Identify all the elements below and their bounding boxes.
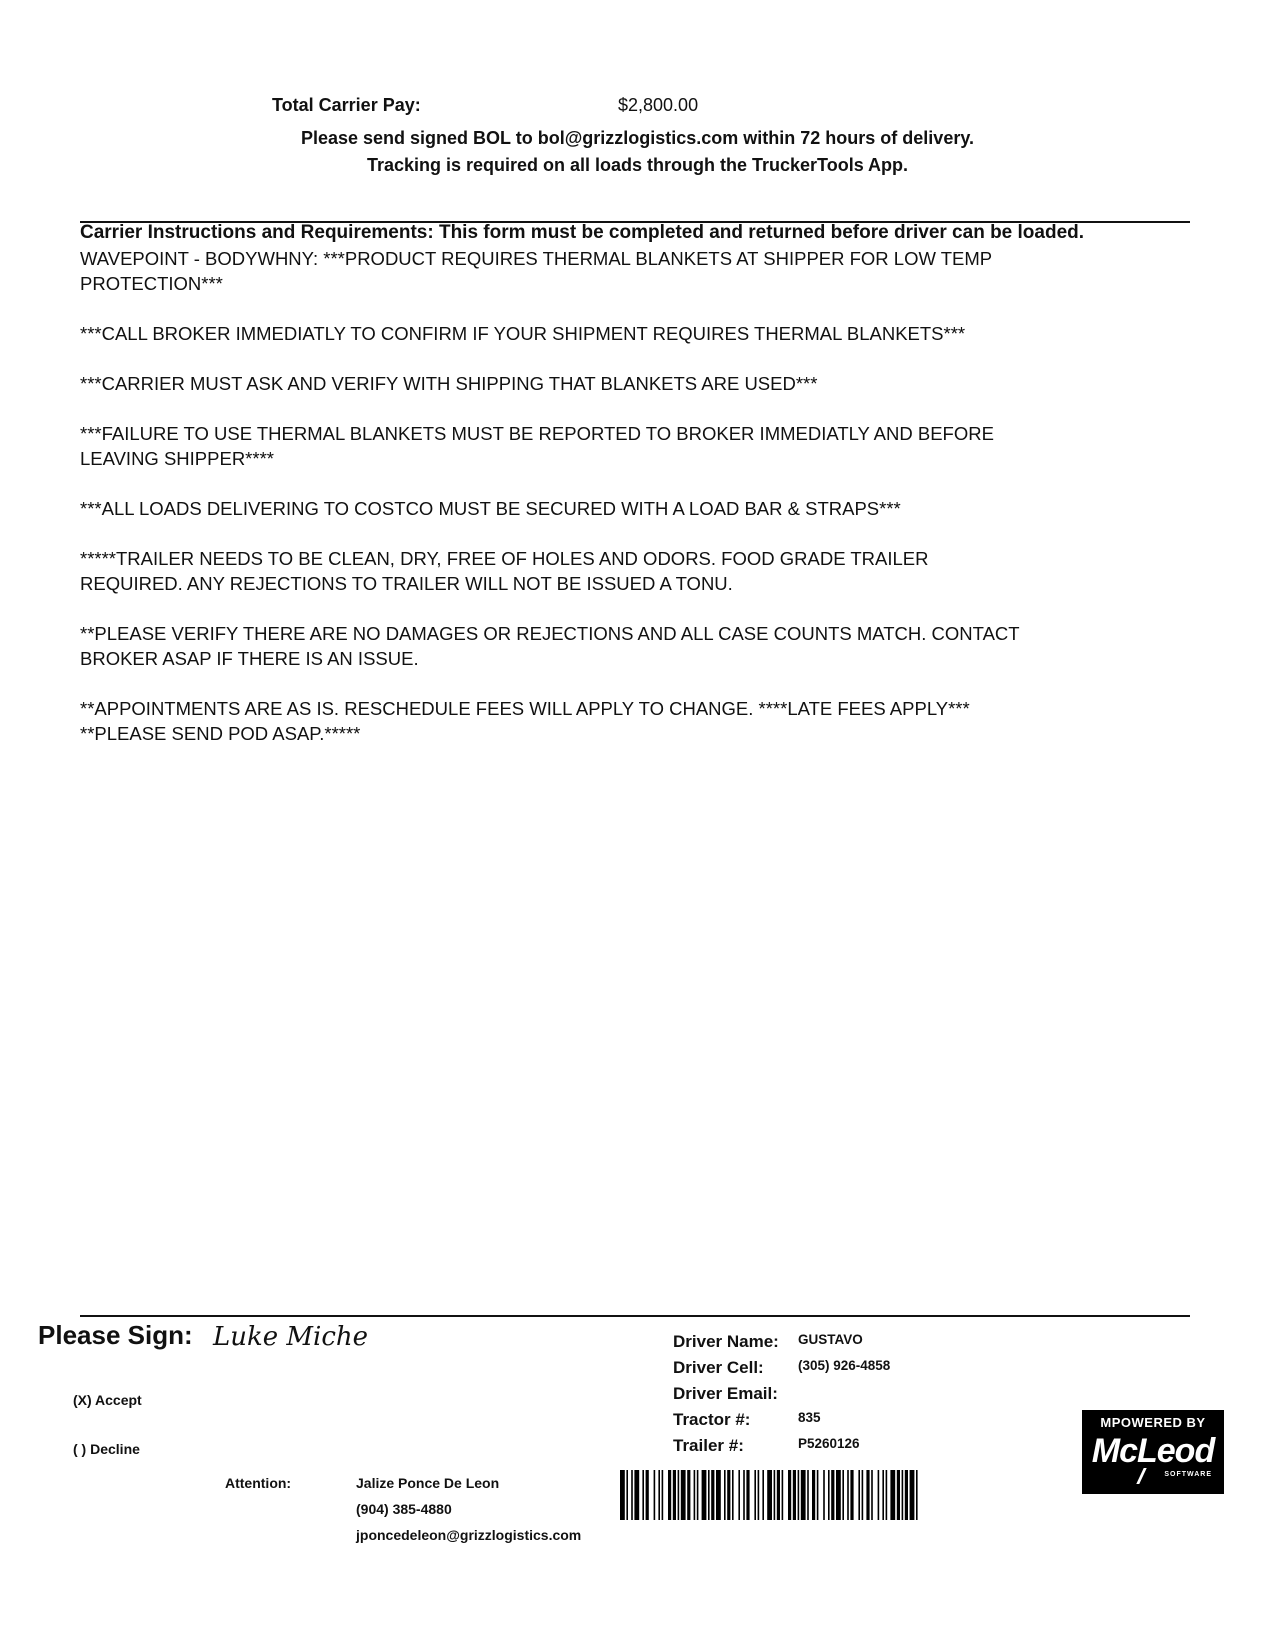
barcode-bar bbox=[871, 1470, 873, 1520]
instruction-line: REQUIRED. ANY REJECTIONS TO TRAILER WILL NOT BE ISSUED A TONU. bbox=[80, 573, 733, 594]
barcode-bar bbox=[897, 1470, 900, 1520]
barcode-bar bbox=[678, 1470, 680, 1520]
paragraph-gap bbox=[80, 471, 1190, 496]
barcode-bar bbox=[762, 1470, 764, 1520]
tractor-number-value: 835 bbox=[798, 1410, 821, 1425]
barcode-bar bbox=[807, 1470, 809, 1520]
total-carrier-pay-label: Total Carrier Pay: bbox=[272, 95, 421, 115]
barcode-bar bbox=[878, 1470, 880, 1520]
barcode-bar bbox=[798, 1470, 800, 1520]
barcode-bar bbox=[711, 1470, 714, 1520]
barcode-bar bbox=[687, 1470, 690, 1520]
total-carrier-pay-value: $2,800.00 bbox=[618, 95, 699, 115]
barcode-bar bbox=[738, 1470, 740, 1520]
paragraph-gap bbox=[80, 396, 1190, 421]
barcode-bar bbox=[631, 1470, 633, 1520]
barcode-bar bbox=[697, 1470, 699, 1520]
mcleod-logo bbox=[1082, 1410, 1224, 1494]
barcode-bar bbox=[743, 1470, 745, 1520]
barcode-bar bbox=[620, 1470, 625, 1520]
paragraph-gap bbox=[80, 671, 1190, 696]
barcode-bar bbox=[702, 1470, 707, 1520]
barcode-bar bbox=[774, 1470, 776, 1520]
barcode-bar bbox=[801, 1470, 806, 1520]
barcode-bar bbox=[708, 1470, 710, 1520]
barcode-bar bbox=[668, 1470, 671, 1520]
barcode-bar bbox=[828, 1470, 830, 1520]
logo-powered-by-text: MPOWERED BY bbox=[1100, 1415, 1206, 1430]
signature-divider bbox=[80, 1315, 1190, 1317]
barcode-bar bbox=[634, 1470, 639, 1520]
barcode-bar bbox=[724, 1470, 726, 1520]
barcode-bar bbox=[858, 1470, 860, 1520]
barcode-bar bbox=[836, 1470, 841, 1520]
barcode-bar bbox=[910, 1470, 915, 1520]
instruction-line: ***CARRIER MUST ASK AND VERIFY WITH SHIPPING THAT BLANKETS ARE USED*** bbox=[80, 373, 818, 394]
barcode-bar bbox=[654, 1470, 656, 1520]
barcode-bar bbox=[890, 1470, 895, 1520]
barcode-bar bbox=[866, 1470, 869, 1520]
barcode-bar bbox=[886, 1470, 888, 1520]
signature-field[interactable]: Luke Miche bbox=[213, 1322, 369, 1352]
attention-name: Jalize Ponce De Leon bbox=[356, 1475, 500, 1491]
trailer-number-label: Trailer #: bbox=[673, 1436, 744, 1455]
barcode-bar bbox=[716, 1470, 721, 1520]
tracking-notice: Tracking is required on all loads through the TruckerTools App. bbox=[366, 155, 909, 175]
barcode-bar bbox=[882, 1470, 884, 1520]
paragraph-gap bbox=[80, 296, 1190, 321]
barcode-bar bbox=[681, 1470, 686, 1520]
driver-cell-label: Driver Cell: bbox=[673, 1358, 764, 1377]
barcode-bar bbox=[626, 1470, 628, 1520]
barcode-bar bbox=[905, 1470, 908, 1520]
barcode-bar bbox=[754, 1470, 756, 1520]
instruction-line: PROTECTION*** bbox=[80, 273, 223, 294]
instruction-line: **APPOINTMENTS ARE AS IS. RESCHEDULE FEES WILL APPLY TO CHANGE. ****LATE FEES APPLY*** bbox=[80, 698, 970, 719]
barcode-bar bbox=[658, 1470, 660, 1520]
paragraph-gap bbox=[80, 346, 1190, 371]
instruction-line: ***FAILURE TO USE THERMAL BLANKETS MUST BE REPORTED TO BROKER IMMEDIATLY AND BEFORE bbox=[80, 423, 994, 444]
instruction-line: LEAVING SHIPPER**** bbox=[80, 448, 274, 469]
barcode-bar bbox=[673, 1470, 676, 1520]
barcode-bar bbox=[812, 1470, 815, 1520]
barcode-bar bbox=[777, 1470, 780, 1520]
instruction-line: **PLEASE VERIFY THERE ARE NO DAMAGES OR REJECTIONS AND ALL CASE COUNTS MATCH. CONTACT bbox=[80, 623, 1020, 644]
tractor-number-label: Tractor #: bbox=[673, 1410, 751, 1429]
instructions-heading: Carrier Instructions and Requirements: This form must be completed and returned before driver can be loaded. bbox=[80, 222, 1085, 243]
barcode-bar bbox=[793, 1470, 796, 1520]
barcode-bar bbox=[831, 1470, 834, 1520]
logo-software-text: SOFTWARE bbox=[1164, 1471, 1212, 1478]
driver-name-value: GUSTAVO bbox=[798, 1332, 863, 1347]
instruction-line: WAVEPOINT - BODYWHNY: ***PRODUCT REQUIRES THERMAL BLANKETS AT SHIPPER FOR LOW TEMP bbox=[80, 248, 993, 269]
instruction-line: ***CALL BROKER IMMEDIATLY TO CONFIRM IF YOUR SHIPMENT REQUIRES THERMAL BLANKETS*** bbox=[80, 323, 966, 344]
trailer-number-value: P5260126 bbox=[798, 1436, 860, 1451]
bol-notice: Please send signed BOL to bol@grizzlogistics.com within 72 hours of delivery. bbox=[300, 128, 975, 148]
attention-phone: (904) 385-4880 bbox=[356, 1501, 452, 1517]
attention-label: Attention: bbox=[225, 1475, 292, 1491]
driver-name-label: Driver Name: bbox=[673, 1332, 779, 1351]
barcode-bar bbox=[788, 1470, 791, 1520]
barcode-bar bbox=[916, 1470, 918, 1520]
barcode-image bbox=[620, 1470, 1090, 1520]
attention-email: jponcedeleon@grizzlogistics.com bbox=[356, 1527, 582, 1543]
instruction-line: *****TRAILER NEEDS TO BE CLEAN, DRY, FREE OF HOLES AND ODORS. FOOD GRADE TRAILER bbox=[80, 548, 929, 569]
barcode-bar bbox=[817, 1470, 819, 1520]
barcode-bar bbox=[642, 1470, 644, 1520]
barcode-bar bbox=[902, 1470, 904, 1520]
instructions-body bbox=[80, 246, 1190, 746]
barcode-bar bbox=[862, 1470, 864, 1520]
driver-email-label: Driver Email: bbox=[673, 1384, 778, 1403]
instruction-line: ***ALL LOADS DELIVERING TO COSTCO MUST BE SECURED WITH A LOAD BAR & STRAPS*** bbox=[80, 498, 901, 519]
please-sign-label: Please Sign: bbox=[38, 1320, 193, 1350]
barcode-bar bbox=[646, 1470, 649, 1520]
logo-brand-text: McLeod bbox=[1091, 1432, 1215, 1470]
barcode-bar bbox=[732, 1470, 734, 1520]
barcode-bar bbox=[847, 1470, 849, 1520]
paragraph-gap bbox=[80, 596, 1190, 621]
barcode-bar bbox=[662, 1470, 664, 1520]
barcode-bar bbox=[767, 1470, 772, 1520]
barcode-bar bbox=[782, 1470, 784, 1520]
barcode-bar bbox=[758, 1470, 760, 1520]
driver-cell-value: (305) 926-4858 bbox=[798, 1358, 891, 1373]
barcode-bar bbox=[727, 1470, 730, 1520]
instruction-line: **PLEASE SEND POD ASAP.***** bbox=[80, 723, 361, 744]
barcode-bar bbox=[694, 1470, 696, 1520]
barcode-bar bbox=[850, 1470, 853, 1520]
barcode-bar bbox=[842, 1470, 844, 1520]
paragraph-gap bbox=[80, 521, 1190, 546]
barcode-bar bbox=[823, 1470, 825, 1520]
decline-option[interactable]: ( ) Decline bbox=[73, 1441, 140, 1457]
barcode-bar bbox=[746, 1470, 749, 1520]
instruction-line: BROKER ASAP IF THERE IS AN ISSUE. bbox=[80, 648, 419, 669]
accept-option[interactable]: (X) Accept bbox=[73, 1392, 142, 1408]
